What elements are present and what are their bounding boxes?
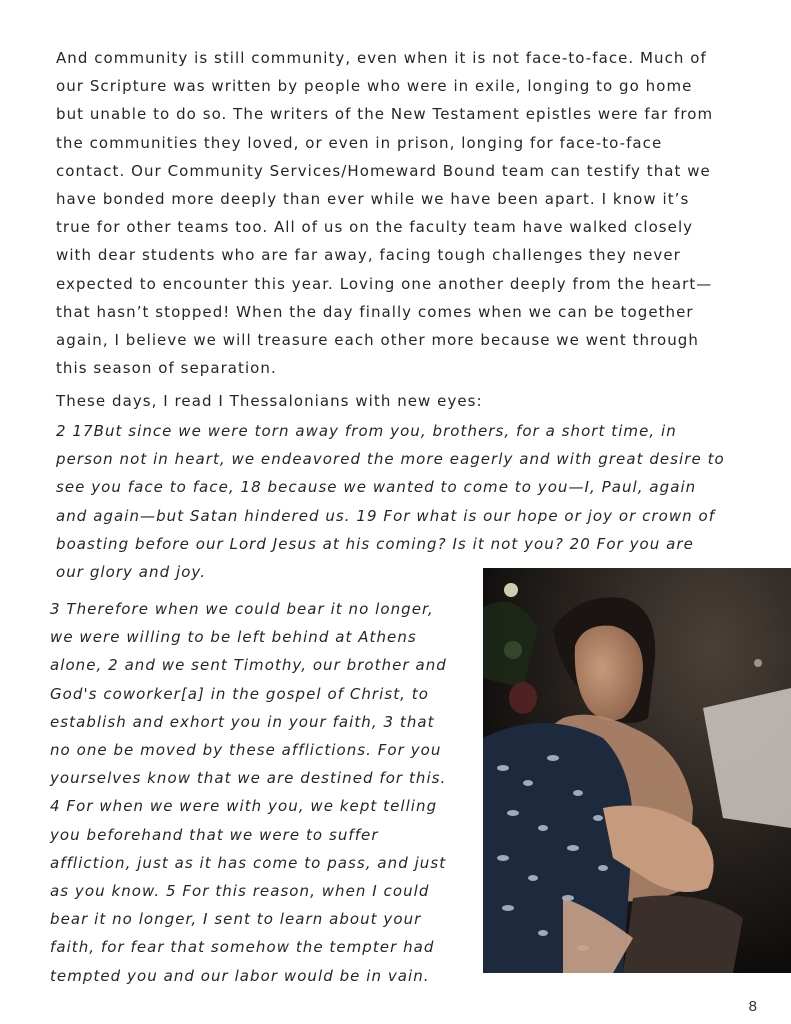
verse-line: you beforehand that we were to suffer xyxy=(50,825,379,844)
verse-line: 4 For when we were with you, we kept telling xyxy=(50,797,438,816)
verse-line: 2 17But since we were torn away from you, brothers, for a short time, in xyxy=(56,422,677,440)
photo-illustration xyxy=(483,568,791,973)
lead-in-text: These days, I read I Thessalonians with new eyes: xyxy=(56,392,483,410)
verse-line: alone, 2 and we sent Timothy, our brother and xyxy=(50,656,447,675)
text-line: contact. Our Community Services/Homeward Bound team can testify that we xyxy=(56,161,711,180)
text-line: the communities they loved, or even in prison, longing for face-to-face xyxy=(56,133,663,152)
scripture-quote-ch3 xyxy=(50,595,470,990)
verse-line: no one be moved by these afflictions. For you xyxy=(50,741,442,760)
text-line: And community is still community, even when it is not face-to-face. Much of xyxy=(56,49,707,67)
body-paragraph xyxy=(56,44,756,382)
verse-line: 3 Therefore when we could bear it no longer, xyxy=(50,600,434,618)
scripture-quote-ch2 xyxy=(56,417,776,586)
text-line: expected to encounter this year. Loving one another deeply from the heart— xyxy=(56,274,713,293)
verse-line: tempted you and our labor would be in vain. xyxy=(50,966,430,985)
page-number: 8 xyxy=(748,998,757,1015)
text-line: this season of separation. xyxy=(56,359,277,378)
verse-line: and again—but Satan hindered us. 19 For what is our hope or joy or crown of xyxy=(56,506,716,525)
text-line: our Scripture was written by people who were in exile, longing to go home xyxy=(56,77,693,96)
verse-line: yourselves know that we are destined for this. xyxy=(50,769,447,788)
verse-line: as you know. 5 For this reason, when I could xyxy=(50,882,430,901)
verse-line: affliction, just as it has come to pass, and just xyxy=(50,853,447,872)
text-line: again, I believe we will treasure each other more because we went through xyxy=(56,331,699,350)
text-line: true for other teams too. All of us on the faculty team have walked closely xyxy=(56,218,694,237)
verse-line: we were willing to be left behind at Athens xyxy=(50,628,417,647)
text-line: with dear students who are far away, facing tough challenges they never xyxy=(56,246,681,265)
verse-line: boasting before our Lord Jesus at his coming? Is it not you? 20 For you are xyxy=(56,534,694,553)
verse-line: our glory and joy. xyxy=(56,563,207,582)
verse-line: see you face to face, 18 because we wanted to come to you—I, Paul, again xyxy=(56,478,697,497)
text-line: that hasn’t stopped! When the day finally comes when we can be together xyxy=(56,302,694,321)
verse-line: person not in heart, we endeavored the more eagerly and with great desire to xyxy=(56,450,725,469)
verse-line: faith, for fear that somehow the tempter had xyxy=(50,938,435,957)
text-line: but unable to do so. The writers of the New Testament epistles were far from xyxy=(56,105,714,124)
text-line: have bonded more deeply than ever while we have been apart. I know it’s xyxy=(56,190,690,209)
verse-line: God's coworker[a] in the gospel of Christ, to xyxy=(50,684,429,703)
verse-line: establish and exhort you in your faith, 3 that xyxy=(50,712,435,731)
verse-line: bear it no longer, I sent to learn about your xyxy=(50,910,422,929)
hug-photo xyxy=(483,568,791,973)
